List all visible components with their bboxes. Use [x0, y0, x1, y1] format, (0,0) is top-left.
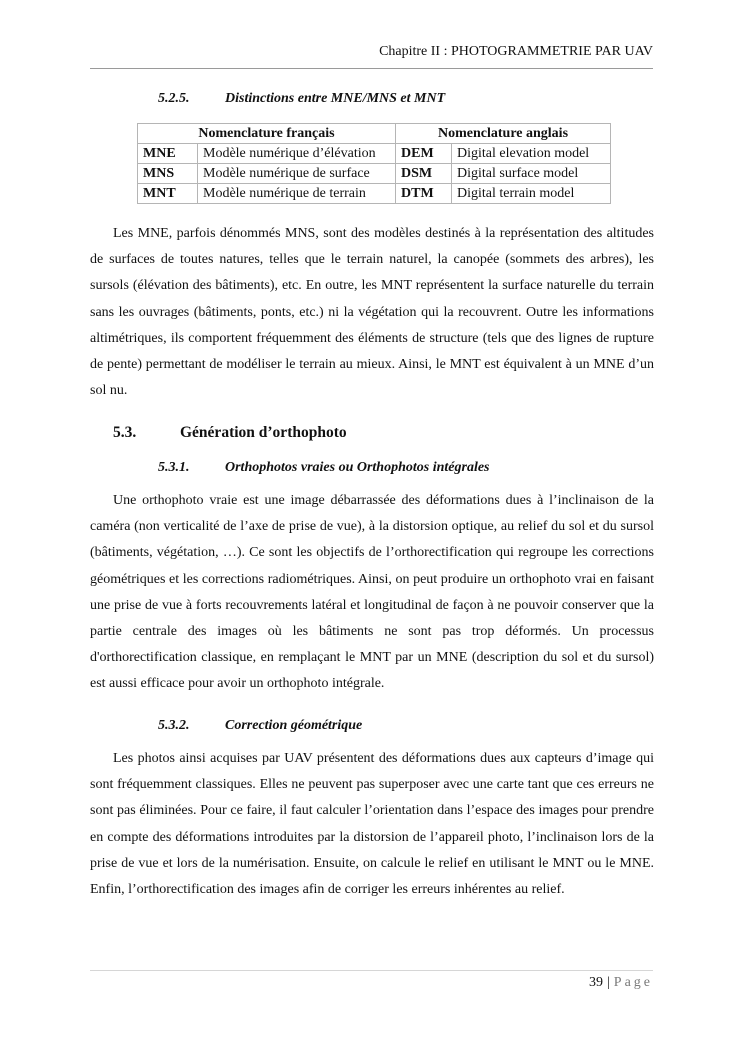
- header-english: Nomenclature anglais: [396, 124, 611, 144]
- nomenclature-table: [137, 123, 611, 204]
- heading-5-2-5: [158, 90, 445, 108]
- heading-number: 5.3.: [113, 424, 137, 441]
- cell-fr-name: Modèle numérique d’élévation: [198, 144, 396, 164]
- paragraph-correction-geometrique: Les photos ainsi acquises par UAV présentent des déformations dues aux capteurs d’image qui sont fréquemment classiques. Elles ne peuvent pas superposer avec une carte tant que ces erreurs ne sont pas éliminées. Pour ce faire, il faut calculer l’orientation dans l’espace des images pour prendre en compte des déformations introduites par la distorsion de l’appareil photo, l’inclinaison lors de la prise de vue et lors de la numérisation. Ensuite, on calcule le relief en utilisant le MNT ou le MNE. Enfin, l’orthorectification des images afin de corriger les erreurs inhérentes au relief.: [90, 751, 654, 898]
- cell-fr-abbr: MNT: [138, 184, 198, 204]
- running-header: Chapitre II : PHOTOGRAMMETRIE PAR UAV: [379, 44, 653, 59]
- paragraph-mne-mnt: Les MNE, parfois dénommés MNS, sont des modèles destinés à la représentation des altitudes de surfaces de toutes natures, telles que le terrain naturel, la canopée (sommets des arbres), les sursols (élévation des bâtiments), etc. En outre, les MNT représentent la surface naturelle du terrain sans les ouvrages (bâtiments, ponts, etc.) ni la végétation qui la recouvrent. Outre les informations altimétriques, ils comportent fréquemment des éléments de structure (tels que des lignes de rupture de pente) permettant de modéliser le terrain au mieux. Ainsi, le MNT est équivalent à un MNE d’un sol nu.: [90, 226, 654, 399]
- footer-separator: |: [606, 975, 610, 990]
- cell-fr-abbr: MNS: [138, 164, 198, 184]
- heading-number: 5.2.5.: [158, 91, 190, 106]
- cell-en-abbr: DTM: [396, 184, 452, 204]
- cell-en-name: Digital surface model: [452, 164, 611, 184]
- table-header-row: [138, 124, 611, 144]
- page-footer: [90, 974, 653, 992]
- cell-fr-name: Modèle numérique de terrain: [198, 184, 396, 204]
- heading-title: Génération d’orthophoto: [180, 424, 347, 441]
- heading-5-3: [113, 423, 347, 443]
- cell-en-abbr: DEM: [396, 144, 452, 164]
- paragraph-orthophoto-vraie: Une orthophoto vraie est une image débarrassée des déformations dues à l’inclinaison de la caméra (non verticalité de l’axe de prise de vue), à la distorsion optique, au relief du sol et du sursol (bâtiments, végétation, …). Ce sont les objectifs de l’orthorectification qui regroupe les corrections géométriques et les corrections radiométriques. Ainsi, on peut produire un orthophoto vrai en faisant une prise de vue à forts recouvrements latéral et longitudinal de façon à ne pouvoir conserver que la partie centrale des images où les bâtiments ne sont pas trop déformés. Un processus d'orthorectification classique, en remplaçant le MNT par un MNE (description du sol et du sursol) est aussi efficace pour avoir un orthophoto intégrale.: [90, 493, 654, 692]
- header-divider: [90, 68, 653, 69]
- table-row: [138, 164, 611, 184]
- cell-en-abbr: DSM: [396, 164, 452, 184]
- heading-5-3-2: [158, 717, 362, 735]
- header-french: Nomenclature français: [138, 124, 396, 144]
- heading-title: Orthophotos vraies ou Orthophotos intégrales: [225, 460, 490, 475]
- heading-5-3-1: [158, 459, 490, 477]
- page-number: 39: [588, 975, 603, 990]
- cell-en-name: Digital terrain model: [452, 184, 611, 204]
- heading-number: 5.3.1.: [158, 460, 190, 475]
- page-label: Page: [613, 975, 653, 990]
- footer-divider: [90, 970, 653, 971]
- cell-fr-abbr: MNE: [138, 144, 198, 164]
- table-row: [138, 184, 611, 204]
- heading-title: Correction géométrique: [225, 718, 363, 733]
- heading-title: Distinctions entre MNE/MNS et MNT: [225, 91, 446, 106]
- heading-number: 5.3.2.: [158, 718, 190, 733]
- table-row: [138, 144, 611, 164]
- cell-fr-name: Modèle numérique de surface: [198, 164, 396, 184]
- cell-en-name: Digital elevation model: [452, 144, 611, 164]
